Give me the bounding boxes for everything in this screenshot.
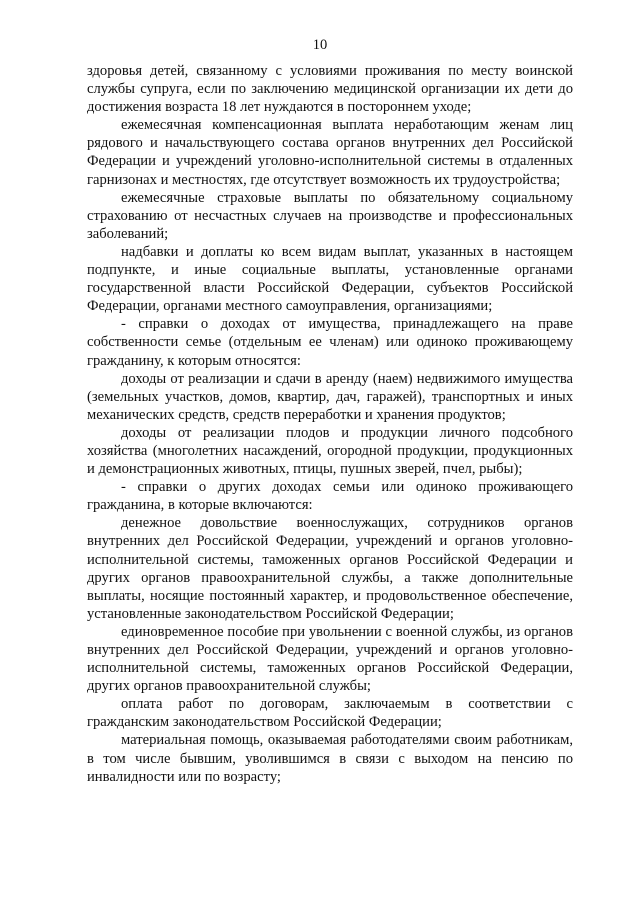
paragraph-7: доходы от реализации плодов и продукции личного подсобного хозяйства (многолетних насаждений, огородной продукции, продукционных и демонстрационных животных, птицы, пушных зверей, пчел, рыбы); <box>87 424 573 478</box>
paragraph-5: - справки о доходах от имущества, принадлежащего на праве собственности семье (отдельным ее членам) или одиноко проживающему гражданину, к которым относятся: <box>87 316 573 369</box>
page-number: 10 <box>312 37 328 53</box>
paragraph-9: денежное довольствие военнослужащих, сотрудников органов внутренних дел Российской Федерации, учреждений и органов уголовно-исполнительной системы, таможенных органов Российской Федерации и других органов правоохранительной службы, а также дополнительные выплаты, носящие постоянный характер, и продовольственное обеспечение, установленные законодательством Российской Федерации; <box>87 515 573 622</box>
paragraph-2: ежемесячная компенсационная выплата неработающим женам лиц рядового и начальствующего состава органов внутренних дел Российской Федерации и учреждений уголовно-исполнительной системы в отдаленных гарнизонах и местностях, где отсутствует возможность их трудоустройства; <box>87 117 573 188</box>
body-text <box>87 62 573 786</box>
paragraph-6: доходы от реализации и сдачи в аренду (наем) недвижимого имущества (земельных участков, домов, квартир, дач, гаражей), транспортных и иных механических средств, средств переработки и хранения продуктов; <box>87 370 573 423</box>
paragraph-1: здоровья детей, связанному с условиями проживания по месту воинской службы супруга, если по заключению медицинской организации их дети до достижения возраста 18 лет нуждаются в постороннем уходе; <box>87 63 573 116</box>
paragraph-12: материальная помощь, оказываемая работодателями своим работникам, в том числе бывшим, уволившимся в связи с выходом на пенсию по инвалидности или по возрасту; <box>87 732 573 785</box>
paragraph-4: надбавки и доплаты ко всем видам выплат, указанных в настоящем подпункте, и иные социальные выплаты, установленные органами государственной власти Российской Федерации, субъектов Российской Федерации, органами местного самоуправления, организациями; <box>87 243 573 315</box>
paragraph-3: ежемесячные страховые выплаты по обязательному социальному страхованию от несчастных случаев на производстве и профессиональных заболеваний; <box>87 189 573 242</box>
paragraph-8: - справки о других доходах семьи или одиноко проживающего гражданина, в которые включаются: <box>87 479 573 514</box>
paragraph-11: оплата работ по договорам, заключаемым в соответствии с гражданским законодательством Российской Федерации; <box>87 696 573 731</box>
paragraph-10: единовременное пособие при увольнении с военной службы, из органов внутренних дел Российской Федерации, учреждений и органов уголовно-исполнительной системы, таможенных органов Российской Федерации, других органов правоохранительной службы; <box>87 623 573 695</box>
